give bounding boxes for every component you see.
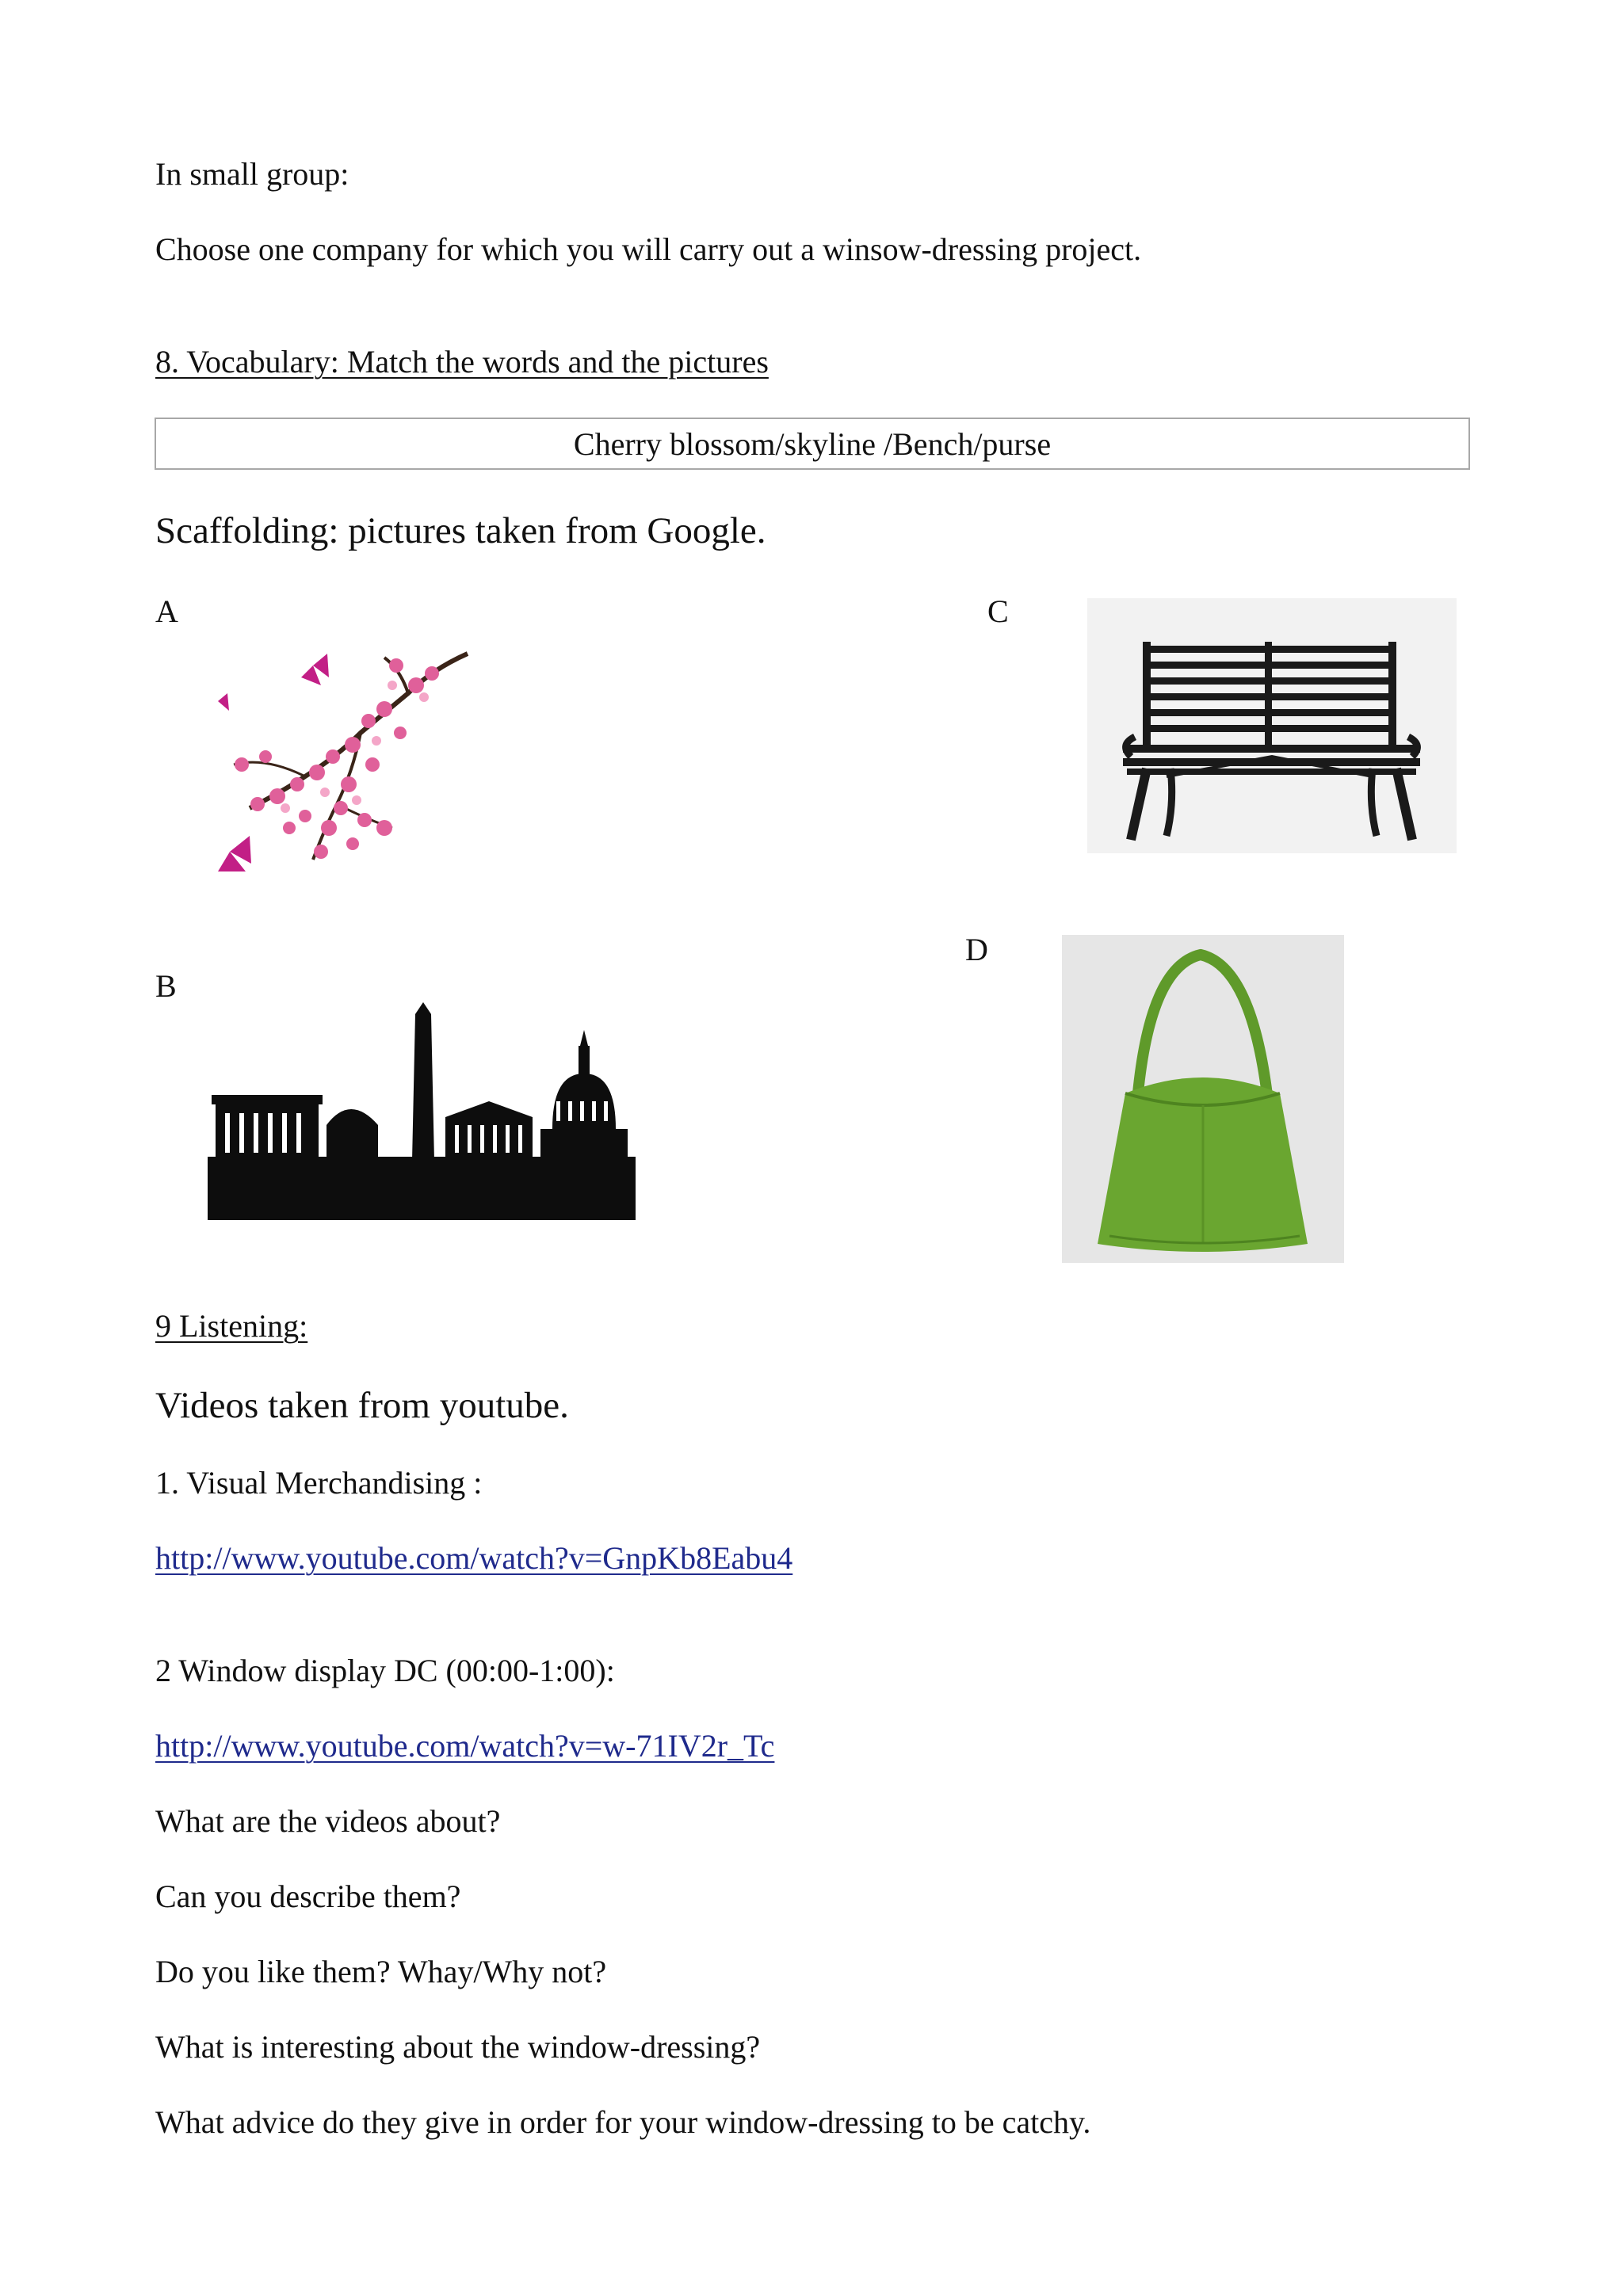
question-3: Do you like them? Whay/Why not? [155,1954,607,1989]
video1-link[interactable]: http://www.youtube.com/watch?v=GnpKb8Eabu4 [155,1540,793,1576]
question-1: What are the videos about? [155,1803,501,1839]
picture-letter-b: B [155,968,177,1004]
scaffolding-text: Scaffolding: pictures taken from Google. [155,510,766,551]
videos-source-text: Videos taken from youtube. [155,1385,569,1426]
video1-title: 1. Visual Merchandising : [155,1465,483,1501]
listening-heading: 9 Listening: [155,1308,308,1344]
intro-task-text: Choose one company for which you will carry out a winsow-dressing project. [155,231,1142,267]
question-4: What is interesting about the window-dressing? [155,2029,761,2065]
question-5: What advice do they give in order for your window-dressing to be catchy. [155,2104,1091,2140]
question-2: Can you describe them? [155,1878,461,1914]
picture-letter-d: D [965,932,988,967]
city-skyline-silhouette-image [208,998,636,1252]
video2-title: 2 Window display DC (00:00-1:00): [155,1653,615,1688]
vocabulary-word-box [155,418,1470,470]
park-bench-image [1087,598,1457,853]
video2-link[interactable]: http://www.youtube.com/watch?v=w-71IV2r_Tc [155,1728,775,1764]
cherry-blossom-branch-image [170,638,472,899]
picture-letter-a: A [155,593,178,629]
intro-group-text: In small group: [155,156,349,192]
vocabulary-heading: 8. Vocabulary: Match the words and the pictures [155,344,769,379]
green-purse-image [1062,935,1344,1263]
vocabulary-words: Cherry blossom/skyline /Bench/purse [573,425,1052,462]
picture-letter-c: C [987,593,1009,629]
